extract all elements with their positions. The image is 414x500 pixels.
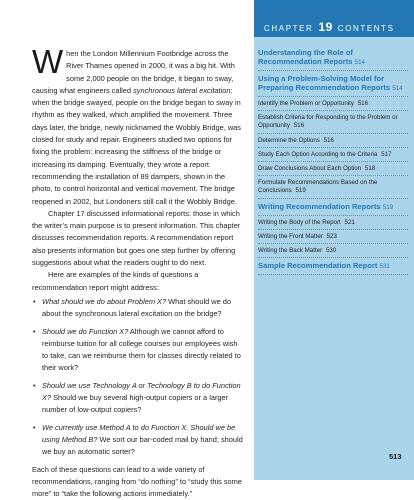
toc-entry[interactable]: Identify the Problem or Opportunity 516 xyxy=(258,100,408,111)
page-number: 513 xyxy=(389,452,402,461)
toc-entry[interactable]: Draw Conclusions About Each Option 518 xyxy=(258,165,408,176)
toc-entry[interactable]: Writing the Back Matter 530 xyxy=(258,247,408,258)
toc-section[interactable]: Understanding the Role of Recommendation Reports 514 xyxy=(258,48,408,71)
contents-word: CONTENTS xyxy=(338,24,395,33)
toc-entry[interactable]: Formulate Recommendations Based on the Conclusions 519 xyxy=(258,179,408,198)
chapter-number: 19 xyxy=(318,20,332,34)
toc-entry[interactable]: Writing the Front Matter 523 xyxy=(258,233,408,244)
paragraph-4: Each of these questions can lead to a wide variety of recommendations, ranging from “do nothing” to “study this some more” to “take the following actions immediately.” xyxy=(32,464,244,500)
intro-paragraph: When the London Millennium Footbridge across the River Thames opened in 2000, it was a big hit. With some 2,000 people on the bridge, it began to sway, causing what engineers called synchronous lateral excitation: when the bridge swayed, people on the bridge began to sway in rhythm as they walked, which amplified the movement. Three days later, the bridge, newly nicknamed the Wobbly Bridge, was closed for study and repair. Engineers studied two options for fixing the problem: increasing the stiffness of the bridge or increasing its damping. Eventually, they wrote a report recommending the installation of 89 dampers, shown in the photo, to control horizontal and vertical movement. The bridge reopened in 2002, but Londoners still call it the Wobbly Bridge. xyxy=(32,48,244,208)
toc-entry[interactable]: Study Each Option According to the Criteria 517 xyxy=(258,151,408,162)
chapter-contents xyxy=(258,48,408,278)
toc-section[interactable]: Using a Problem-Solving Model for Preparing Recommendation Reports 514 xyxy=(258,74,408,97)
paragraph-3: Here are examples of the kinds of questions a recommendation report might address: xyxy=(32,269,244,294)
body-text xyxy=(32,48,244,500)
question-list xyxy=(32,296,244,459)
paragraph-2: Chapter 17 discussed informational reports: those in which the writer’s main purpose is to present information. This chapter discusses recommendation reports. A recommendation report also presents information but goes one step further by offering suggestions about what the readers ought to do next. xyxy=(32,208,244,269)
toc-entry[interactable]: Establish Criteria for Responding to the Problem or Opportunity 516 xyxy=(258,114,408,133)
chapter-heading xyxy=(264,21,395,35)
toc-section[interactable]: Writing Recommendation Reports 519 xyxy=(258,202,408,216)
toc-entry[interactable]: Writing the Body of the Report 521 xyxy=(258,219,408,230)
chapter-word: CHAPTER xyxy=(264,24,313,33)
list-item: • What should we do about Problem X? What should we do about the synchronous lateral excitation on the bridge? xyxy=(32,296,244,321)
drop-cap: W xyxy=(32,49,63,74)
list-item: • Should we do Function X? Although we cannot afford to reimburse tuition for all college courses our employees wish to take, can we reimburse them for classes directly related to their work? xyxy=(32,326,244,375)
toc-section[interactable]: Sample Recommendation Report 531 xyxy=(258,261,408,275)
toc-entry[interactable]: Determine the Options 516 xyxy=(258,137,408,148)
list-item: • Should we use Technology A or Technology B to do Function X? Should we buy several high-output copiers or a larger number of low-output copiers? xyxy=(32,380,244,417)
list-item: • We currently use Method A to do Function X. Should we be using Method B? We sort our bar-coded mail by hand; should we buy an automatic sorter? xyxy=(32,422,244,459)
